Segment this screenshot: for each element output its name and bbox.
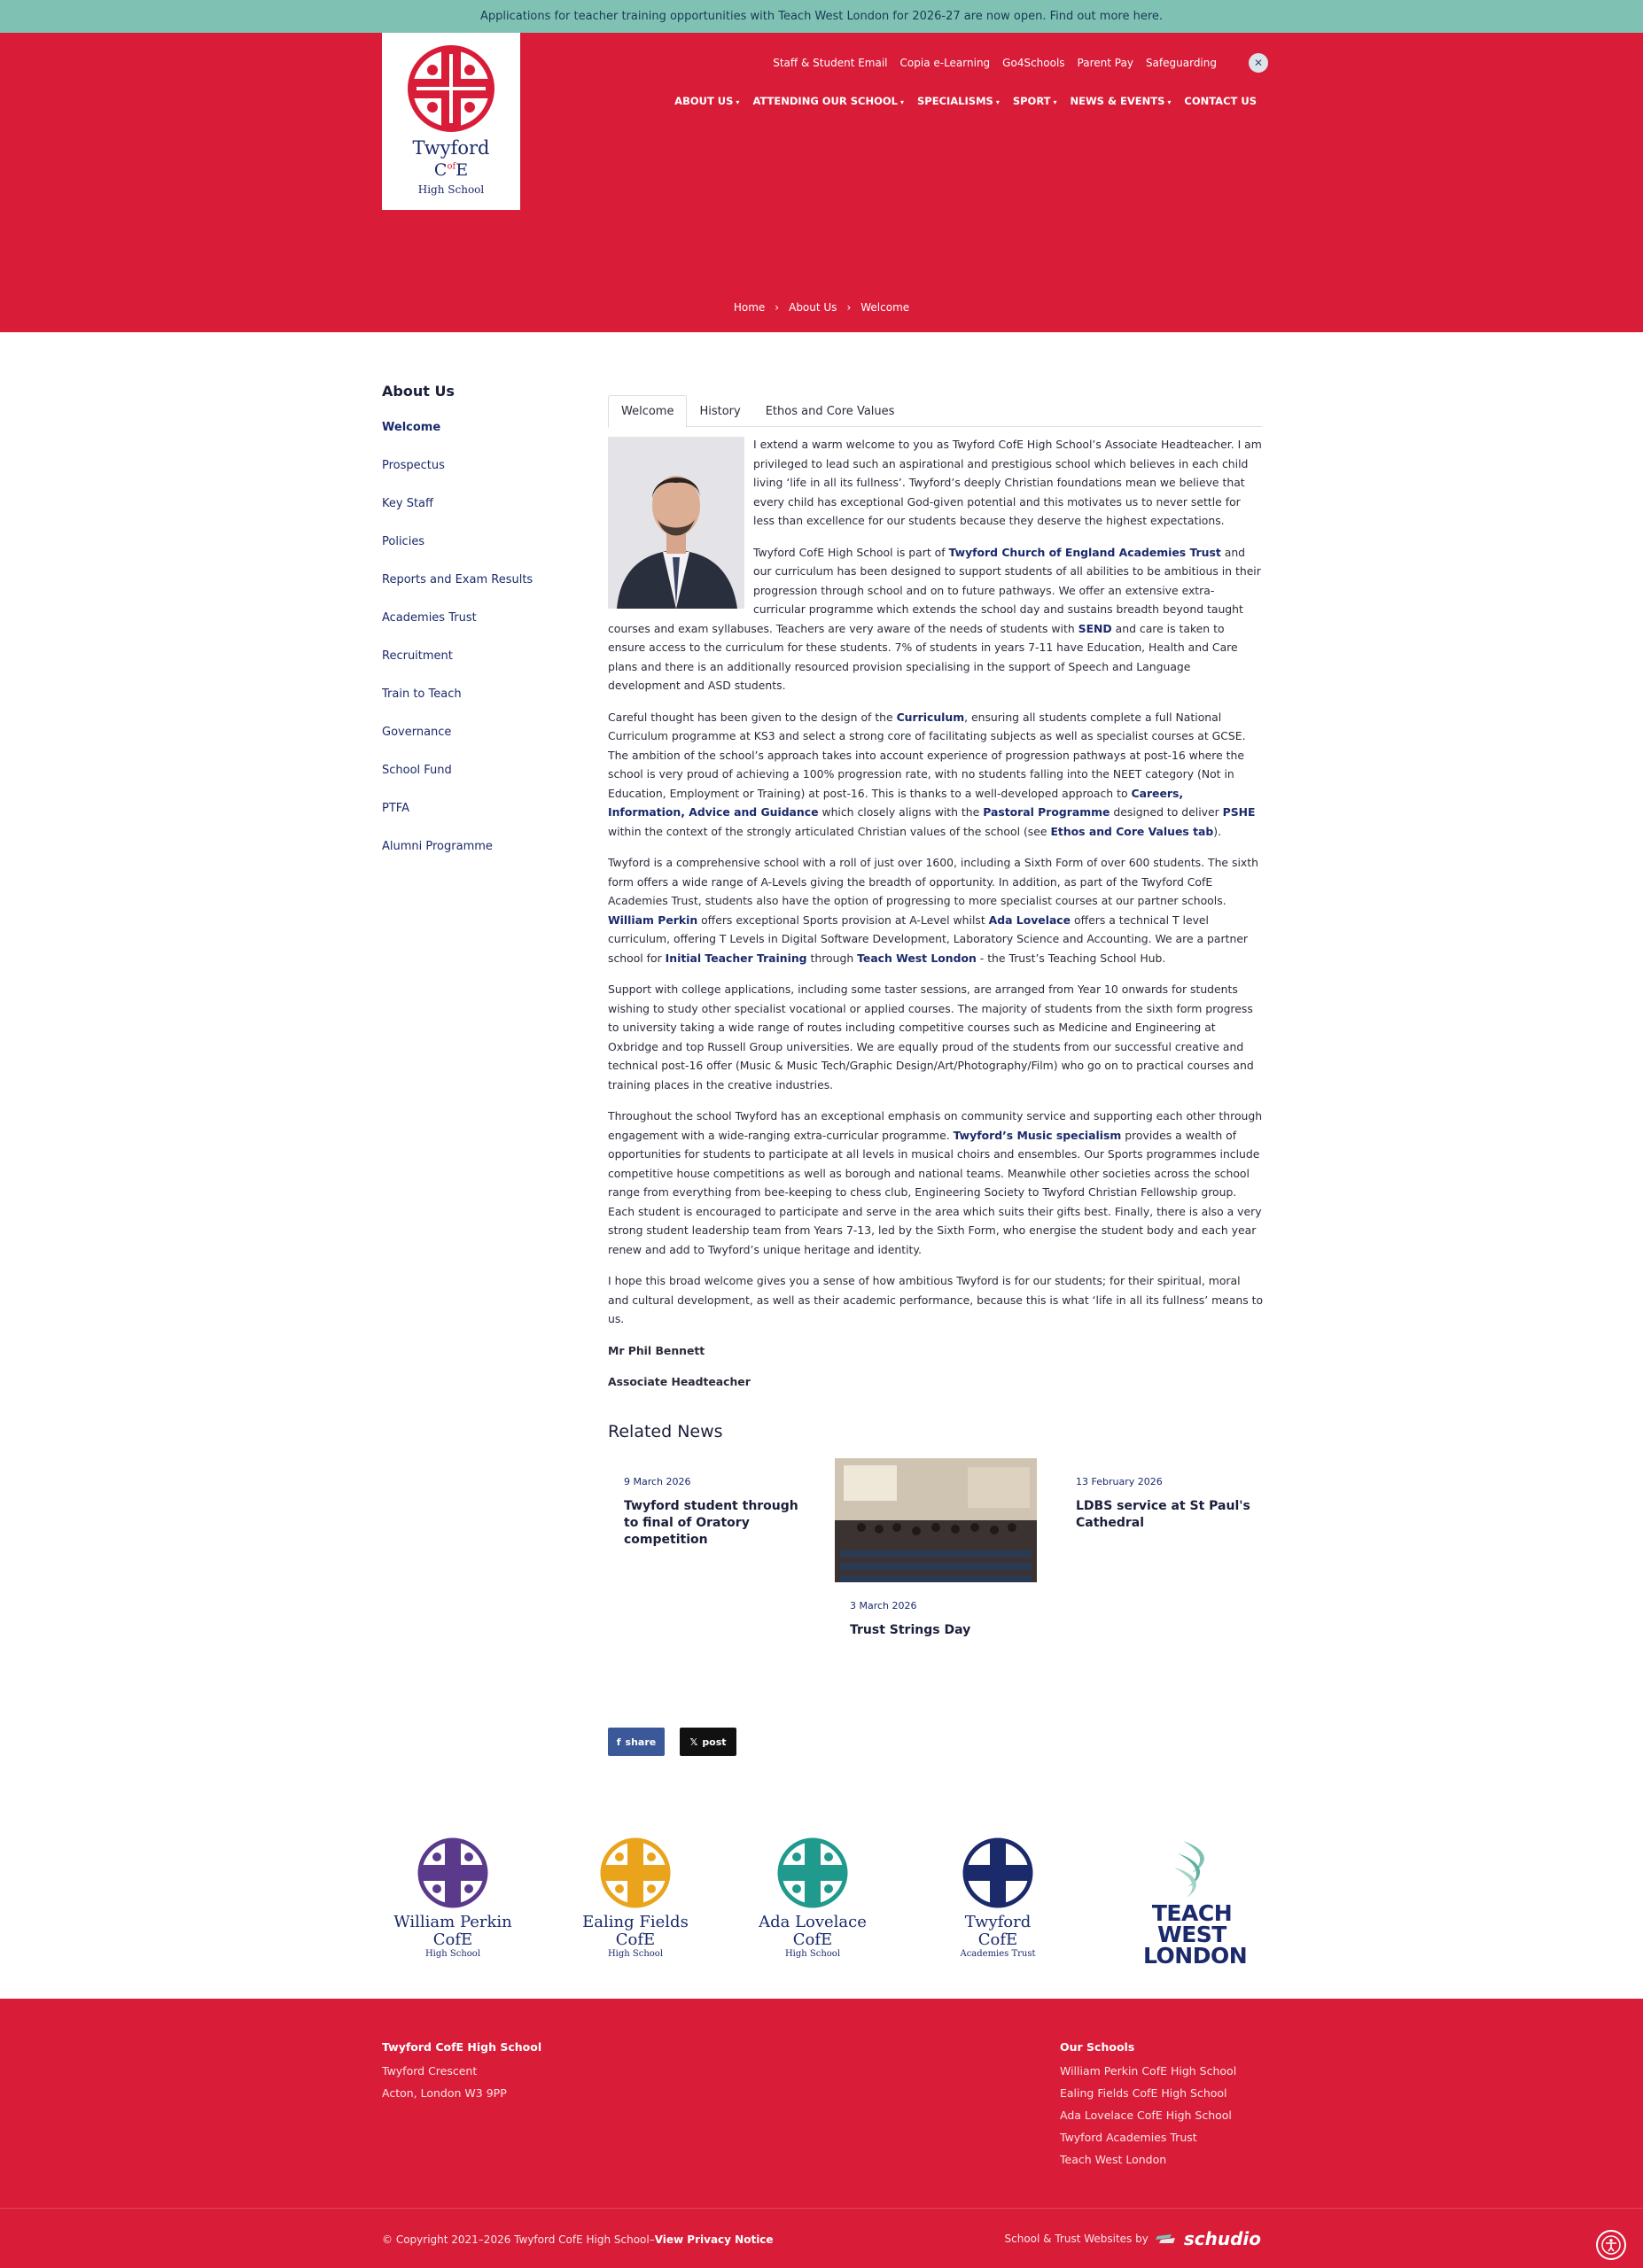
breadcrumb-current: Welcome	[860, 301, 910, 314]
sidebar-item-recruitment[interactable]: Recruitment	[382, 649, 453, 663]
paragraph-4: Twyford is a comprehensive school with a roll of just over 1600, including a Sixth Form of over 600 students. The sixth form offers a wide range of A-Levels giving the breadth of opportunity. In addition, as part of the Twyford CofE Academies Trust, students also have the option of progressing to more specialist courses at our partner schools. William Perkin offers exceptional Sports provision at A-Level whilst Ada Lovelace offers a technical T level curriculum, offering T Levels in Digital Software Development, Laboratory Science and Accounting. We are a partner school for Initial Teacher Training through Teach West London - the Trust’s Teaching School Hub.	[608, 856, 1258, 965]
link-william-perkin[interactable]: William Perkin	[608, 913, 698, 927]
paragraph-3: Careful thought has been given to the design of the Curriculum, ensuring all students complete a full National Curriculum programme at KS3 and select a strong core of facilitating subjects as well as specialist courses at GCSE. The ambition of the school’s approach takes into account experience of progression pathways at post-16 where the school is very proud of achieving a 100% progression rate, with no students falling into the NEET category (Not in Education, Employment or Training) at post-16. This is thanks to a well-developed approach to Careers, Information, Advice and Guidance which closely aligns with the Pastoral Programme designed to deliver PSHE within the context of the strongly articulated Christian values of the school (see Ethos and Core Values tab).	[608, 710, 1256, 838]
utility-links	[773, 53, 1268, 73]
footer-school-link[interactable]: Ada Lovelace CofE High School	[1060, 2109, 1232, 2122]
nav-about-us[interactable]: ABOUT US ▾	[674, 95, 740, 107]
footer-school-link[interactable]: Teach West London	[1060, 2153, 1167, 2166]
x-icon: 𝕏	[689, 1736, 698, 1748]
sidebar-item-policies[interactable]: Policies	[382, 535, 425, 548]
partner-ada-lovelace[interactable]: Ada Lovelace CofE High School	[751, 1836, 875, 1959]
footer-divider	[0, 2208, 1643, 2209]
nav-contact-us[interactable]: CONTACT US	[1184, 95, 1257, 107]
nav-sport[interactable]: SPORT ▾	[1012, 95, 1057, 107]
schudio-credit[interactable]: School & Trust Websites by schudio	[1004, 2228, 1261, 2249]
sidebar-item-key-staff[interactable]: Key Staff	[382, 497, 433, 510]
paragraph-7: I hope this broad welcome gives you a sense of how ambitious Twyford is for our students; for their spiritual, moral and cultural development, as well as their academic performance, because this is what ‘life in all its fullness’ means to us.	[608, 1274, 1264, 1325]
privacy-link[interactable]: View Privacy Notice	[654, 2233, 774, 2246]
sidebar-item-governance[interactable]: Governance	[382, 726, 452, 739]
chevron-down-icon: ▾	[1167, 98, 1172, 106]
news-image-orchestra[interactable]	[835, 1458, 1037, 1582]
news-title[interactable]: LDBS service at St Paul's Cathedral	[1076, 1499, 1250, 1530]
utility-link-safeguarding[interactable]: Safeguarding	[1145, 57, 1217, 69]
crest-icon	[775, 1836, 850, 1910]
signature-title: Associate Headteacher	[608, 1375, 751, 1388]
sidebar-item-reports[interactable]: Reports and Exam Results	[382, 573, 533, 586]
main-navigation	[674, 95, 1257, 107]
nav-specialisms[interactable]: SPECIALISMS ▾	[917, 95, 1000, 107]
crest-icon	[416, 1836, 490, 1910]
schudio-logo-icon	[1156, 2233, 1177, 2245]
site-footer	[0, 1999, 1643, 2268]
crest-icon	[406, 43, 496, 134]
link-pastoral[interactable]: Pastoral Programme	[983, 805, 1110, 819]
footer-school-link[interactable]: Twyford Academies Trust	[1060, 2131, 1197, 2144]
partner-teach-west-london[interactable]: TEACH WEST LONDON	[1134, 1837, 1250, 1967]
partner-william-perkin[interactable]: William Perkin CofE High School	[391, 1836, 515, 1959]
footer-schools-heading: Our Schools	[1060, 2040, 1135, 2054]
sidebar	[382, 383, 577, 878]
link-curriculum[interactable]: Curriculum	[896, 710, 965, 724]
news-date: 9 March 2026	[624, 1476, 691, 1487]
news-card[interactable]	[624, 1476, 810, 1549]
news-card[interactable]	[1076, 1476, 1262, 1532]
signature-name: Mr Phil Bennett	[608, 1343, 705, 1357]
chevron-right-icon: ›	[775, 301, 780, 314]
utility-link-parentpay[interactable]: Parent Pay	[1077, 57, 1133, 69]
utility-link-copia[interactable]: Copia e-Learning	[899, 57, 991, 69]
accessibility-button[interactable]	[1596, 2230, 1626, 2260]
logo-cofe: $C^{of}E$	[433, 160, 469, 180]
accessibility-icon	[1601, 2235, 1621, 2255]
chevron-down-icon: ▾	[995, 98, 1000, 106]
related-news-heading: Related News	[608, 1422, 723, 1441]
crest-icon	[961, 1836, 1035, 1910]
sidebar-item-alumni[interactable]: Alumni Programme	[382, 840, 493, 853]
footer-school-link[interactable]: William Perkin CofE High School	[1060, 2064, 1237, 2078]
sidebar-item-academies-trust[interactable]: Academies Trust	[382, 611, 477, 625]
facebook-icon: f	[616, 1736, 621, 1748]
announcement-banner[interactable]	[0, 0, 1643, 33]
chevron-down-icon: ▾	[736, 98, 740, 106]
nav-attending[interactable]: ATTENDING OUR SCHOOL ▾	[752, 95, 904, 107]
news-title[interactable]: Trust Strings Day	[850, 1623, 971, 1637]
paragraph-1: I extend a warm welcome to you as Twyford CofE High School’s Associate Headteacher. I am privileged to lead such an aspirational and prestigious school which believes in each child living ‘life in all its fullness’. Twyford’s deeply Christian foundations mean we believe that every child has exceptional God-given potential and this motivates us to never settle for less than excellence for our students because they deserve the highest expectations.	[753, 438, 1262, 527]
chevron-down-icon: ▾	[1053, 98, 1057, 106]
crest-icon	[598, 1836, 673, 1910]
breadcrumb-about[interactable]: About Us	[789, 301, 837, 314]
link-ethos-tab[interactable]: Ethos and Core Values tab	[1050, 824, 1214, 838]
sidebar-heading: About Us	[382, 383, 455, 400]
sidebar-item-ptfa[interactable]: PTFA	[382, 802, 409, 815]
copyright: © Copyright 2021–2026 Twyford CofE High School–View Privacy Notice	[382, 2233, 774, 2246]
news-title[interactable]: Twyford student through to final of Oratory competition	[624, 1499, 798, 1547]
wave-logo-icon	[1165, 1837, 1219, 1899]
link-pshe[interactable]: PSHE	[1222, 805, 1256, 819]
sidebar-item-welcome[interactable]: Welcome	[382, 421, 441, 434]
news-date: 13 February 2026	[1076, 1476, 1163, 1487]
footer-school-heading: Twyford CofE High School	[382, 2040, 542, 2054]
breadcrumb	[0, 301, 1643, 314]
sidebar-item-school-fund[interactable]: School Fund	[382, 764, 452, 777]
footer-address-line: Twyford Crescent	[382, 2064, 478, 2078]
announcement-text[interactable]: Applications for teacher training opportunities with Teach West London for 2026-27 are now open. Find out more here.	[479, 10, 1164, 23]
tab-welcome[interactable]: Welcome	[608, 395, 687, 428]
paragraph-5: Support with college applications, including some taster sessions, are arranged from Year 10 onwards for students wishing to study other specialist vocational or applied courses. The majority of students from the sixth form progress to university taking a wide range of routes including competitive courses such as Medicine and Engineering at Oxbridge and top Russell Group universities. We are equally proud of the students from our successful creative and technical post-16 offer (Music & Music Tech/Graphic Design/Art/Photography/Film) who go on to practical courses and training places in the creative industries.	[608, 983, 1254, 1091]
link-send[interactable]: SEND	[1078, 621, 1112, 635]
news-date: 3 March 2026	[850, 1600, 917, 1612]
footer-address-line: Acton, London W3 9PP	[382, 2086, 507, 2100]
headteacher-photo	[608, 437, 744, 609]
site-header	[0, 33, 1643, 332]
paragraph-2: Twyford CofE High School is part of Twyford Church of England Academies Trust and our curriculum has been designed to support students of all abilities to be ambitious in their progression through school and on to future pathways. We offer an extensive extra-curricular programme which extends the school day and sustains breadth beyond taught courses and exam syllabuses. Teachers are very aware of the needs of students with SEND and care is taken to ensure access to the curriculum for these students. 7% of students in years 7-11 have Education, Health and Care plans and there is an additionally resourced provision specialising in the support of Speech and Language development and ASD students.	[608, 545, 1261, 692]
utility-link-go4schools[interactable]: Go4Schools	[1002, 57, 1065, 69]
chevron-right-icon: ›	[846, 301, 852, 314]
tab-history[interactable]: History	[699, 404, 741, 418]
welcome-content	[608, 435, 1264, 1404]
school-logo[interactable]	[382, 33, 520, 210]
link-teach-west-london[interactable]: Teach West London	[857, 951, 977, 965]
logo-subtitle: High School	[417, 183, 485, 196]
news-card[interactable]	[850, 1600, 1036, 1639]
link-careers[interactable]: Careers, Information, Advice and Guidance	[608, 786, 1184, 819]
utility-link-email[interactable]: Staff & Student Email	[773, 57, 888, 69]
footer-school-link[interactable]: Ealing Fields CofE High School	[1060, 2086, 1227, 2100]
facebook-share-button[interactable]: f share	[608, 1728, 665, 1756]
tab-ethos[interactable]: Ethos and Core Values	[765, 404, 895, 418]
partner-twyford-trust[interactable]: Twyford CofE Academies Trust	[936, 1836, 1060, 1959]
content-tabs	[608, 395, 1262, 427]
logo-name: Twyford	[412, 137, 490, 159]
paragraph-6: Throughout the school Twyford has an exceptional emphasis on community service and supporting each other through engagement with a wide-ranging extra-curricular programme. Twyford’s Music specialism provides a wealth of opportunities for students to participate at all levels in musical choirs and ensembles. Our Sports programmes include competitive house competitions as well as borough and national teams. Meanwhile other societies across the school range from everything from bee-keeping to chess club, Engineering Society to Twyford Christian Fellowship group. Each student is encouraged to participate and serve in the area which suits their gifts best. Finally, there is also a very strong student leadership team from Years 7-13, led by the Sixth Form, who energise the student body and each year renew and add to Twyford’s unique heritage and identity.	[608, 1109, 1263, 1256]
partner-ealing-fields[interactable]: Ealing Fields CofE High School	[573, 1836, 697, 1959]
x-post-button[interactable]: 𝕏 post	[680, 1728, 736, 1756]
sidebar-item-prospectus[interactable]: Prospectus	[382, 459, 445, 472]
sidebar-item-train-to-teach[interactable]: Train to Teach	[382, 687, 462, 701]
link-academies-trust[interactable]: Twyford Church of England Academies Trust	[948, 545, 1221, 559]
link-itt[interactable]: Initial Teacher Training	[665, 951, 807, 965]
nav-news-events[interactable]: NEWS & EVENTS ▾	[1070, 95, 1172, 107]
link-music-specialism[interactable]: Twyford’s Music specialism	[953, 1128, 1122, 1142]
link-ada-lovelace[interactable]: Ada Lovelace	[988, 913, 1071, 927]
chevron-down-icon: ▾	[899, 98, 904, 106]
breadcrumb-home[interactable]: Home	[733, 301, 766, 314]
close-icon[interactable]: ✕	[1249, 53, 1268, 73]
